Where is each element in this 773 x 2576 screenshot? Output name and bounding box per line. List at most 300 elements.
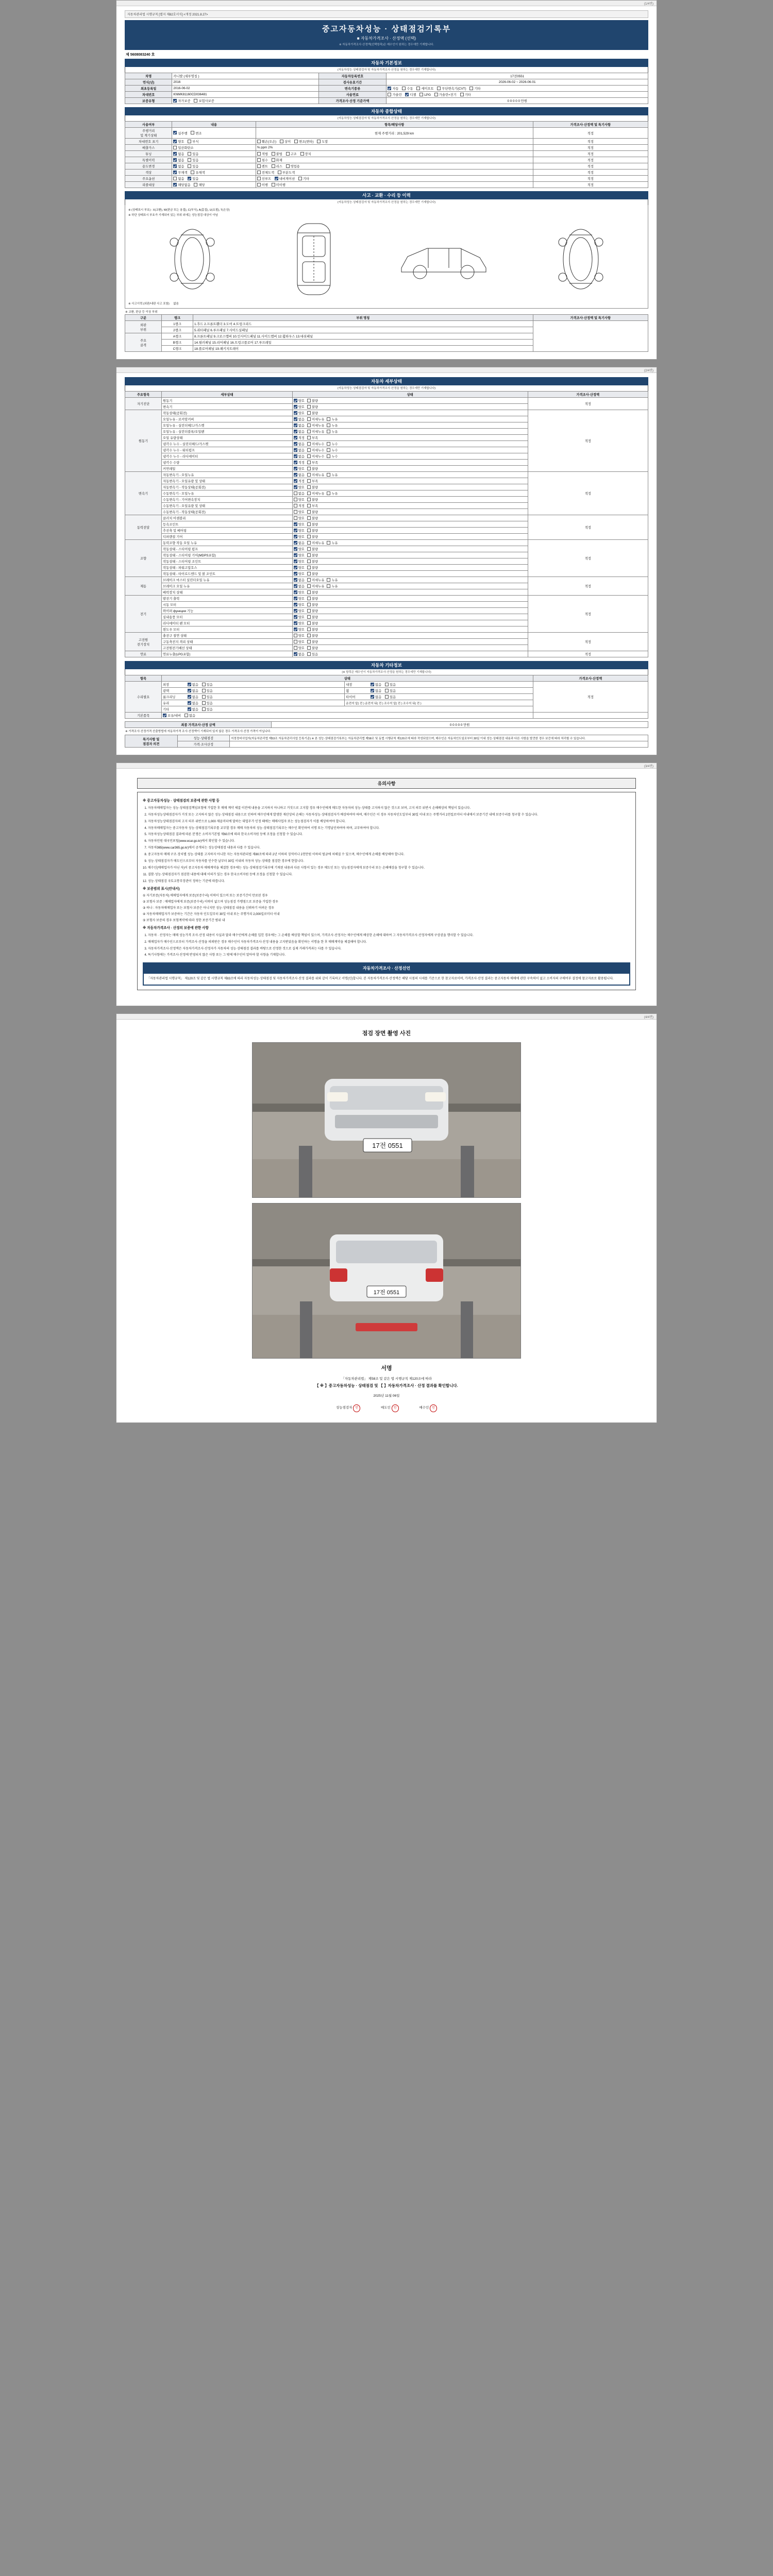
opt-양호[interactable]: 양호 (294, 633, 305, 638)
final-price-note: ※ 가격조사·산정가격 산출방법에 자동차가격 조사·산정액이 기재되어 있지 않은 경우 가격조사·산정 가격이 아닙니다. (125, 730, 271, 733)
opt-polish-none[interactable]: 없음 (188, 688, 198, 693)
others-tire: 타이어 없음 있음 (345, 694, 533, 700)
opt-color-achromatic[interactable]: 무채색 (173, 170, 187, 175)
detail-item-options (292, 521, 528, 528)
opt-미세누유[interactable]: 미세누유 (307, 417, 324, 421)
opt-양호[interactable]: 양호 (294, 411, 305, 415)
opt-fuel-lpg[interactable]: LPG (419, 92, 431, 97)
opt-누유[interactable]: 누유 (327, 417, 338, 421)
notice-item: 12. 성능·상태점검 국토교통부장관이 정하는 기준에 따릅니다. (148, 879, 630, 885)
opt-interior-none[interactable]: 없음 (371, 682, 381, 687)
opt-불량[interactable]: 불량 (307, 528, 318, 533)
detail-group-1: 원동기 (125, 410, 162, 472)
opt-불량[interactable]: 불량 (307, 627, 318, 632)
opt-미세누수[interactable]: 미세누수 (307, 454, 324, 459)
label-year: 연식(년) (125, 79, 172, 86)
opt-양호[interactable]: 양호 (294, 590, 305, 595)
opt-누수[interactable]: 누수 (327, 442, 338, 446)
opt-누유[interactable]: 누유 (327, 429, 338, 434)
opt-emission-co[interactable]: 일산화탄소 (173, 145, 193, 150)
opt-양호[interactable]: 양호 (294, 528, 305, 533)
opt-부족[interactable]: 부족 (307, 460, 318, 465)
opt-usechange-lease[interactable]: 리스 (272, 164, 282, 168)
detail-group-4: 조향 (125, 540, 162, 577)
detail-item-options (292, 422, 528, 429)
row-label-tuning: 튜닝 (125, 151, 172, 157)
opt-불량[interactable]: 불량 (307, 466, 318, 471)
opt-불량[interactable]: 불량 (307, 534, 318, 539)
opt-vin-corrosion[interactable]: 부식 (188, 139, 198, 144)
opt-vin-damaged[interactable]: 훼손(오손) (257, 139, 277, 144)
notice-coverage-item: ③ 하나 : 자동차매매업자 또는 보험사 보증은 아니지만 성능·상태점검 내용을 신뢰하기 어려운 경우 (143, 907, 275, 910)
opt-usechange-rent[interactable]: 렌트 (257, 164, 268, 168)
document-title-note: ※ 자동차가격조사·산정액(선택항목)은 매수인이 원하는 경우에만 기재합니다. (339, 43, 434, 46)
opt-불량[interactable]: 불량 (307, 615, 318, 619)
opt-없음[interactable]: 없음 (294, 578, 305, 582)
opt-불량[interactable]: 불량 (307, 516, 318, 520)
detail-group-5: 제동 (125, 577, 162, 596)
accident-history-label: ※ 사고이력 (외판/내판 사고 포함) (128, 302, 170, 306)
opt-vin-different[interactable]: 상이 (280, 139, 291, 144)
value-fuel (386, 92, 648, 98)
accident-history-row (127, 301, 646, 306)
opt-tuning-none[interactable]: 없음 (173, 151, 184, 156)
opt-누수[interactable]: 누수 (327, 448, 338, 452)
opt-polish-yes[interactable]: 있음 (202, 688, 213, 693)
detail-item-options (292, 410, 528, 416)
detail-item-options (292, 435, 528, 441)
note-emission: 적정 (533, 145, 648, 151)
opt-있음[interactable]: 있음 (307, 652, 318, 656)
detail-group-0: 자기진단 (125, 398, 162, 410)
opt-양호[interactable]: 양호 (294, 615, 305, 619)
opt-wheel-none[interactable]: 없음 (371, 688, 381, 693)
opt-recall-notdone[interactable]: 미이행 (272, 182, 285, 187)
detail-group-3: 동력전달 (125, 515, 162, 540)
col-content: 내용 (172, 122, 256, 128)
opt-없음[interactable]: 없음 (294, 584, 305, 588)
opt-없음[interactable]: 없음 (294, 448, 305, 452)
opt-transmission-semi[interactable]: 세미오토 (416, 86, 433, 91)
opt-미세누유[interactable]: 미세누유 (307, 584, 324, 588)
detail-group-price: 적정 (528, 540, 648, 577)
opt-없음[interactable]: 없음 (294, 417, 305, 421)
detail-col-price: 가격조사·산정액 (528, 392, 648, 398)
detail-item-options (292, 528, 528, 534)
declaration-title: 자동차가격조사 · 산정선언 (144, 963, 629, 973)
opt-tire-none[interactable]: 없음 (371, 694, 381, 699)
opt-미세누유[interactable]: 미세누유 (307, 423, 324, 428)
detail-row (125, 577, 648, 583)
opt-usechange-yes[interactable]: 있음 (188, 164, 198, 168)
row-opts-vin-1 (172, 139, 256, 145)
opt-불량[interactable]: 불량 (307, 646, 318, 650)
accident-history-value: 없음 (173, 302, 179, 306)
opt-fuel-diesel[interactable]: 디젤 (405, 92, 416, 97)
opt-미세누유[interactable]: 미세누유 (307, 429, 324, 434)
row-label-special: 특별이력 (125, 157, 172, 163)
detail-item-options (292, 639, 528, 645)
document-number-row (126, 52, 648, 57)
others-glass: 유리 없음 있음 (162, 700, 345, 706)
detail-item-options (292, 602, 528, 608)
opt-누유[interactable]: 누유 (327, 578, 338, 582)
opt-없음[interactable]: 없음 (294, 472, 305, 477)
opt-options-navigation[interactable]: 내비게이션 (275, 176, 295, 181)
value-first-reg: 2016-06-02 (172, 86, 318, 92)
opt-불량[interactable]: 불량 (307, 497, 318, 502)
opt-양호[interactable]: 양호 (294, 639, 305, 644)
opt-양호[interactable]: 양호 (294, 565, 305, 570)
detail-group-8: 연료 (125, 651, 162, 657)
opt-color-partial-paint[interactable]: 부분도색 (278, 170, 295, 175)
opt-transmission-manual[interactable]: 수동 (402, 86, 413, 91)
opt-적정[interactable]: 적정 (294, 460, 305, 465)
photo-front (252, 1042, 521, 1198)
opt-glass-none[interactable]: 없음 (188, 701, 198, 705)
opt-tuning-device[interactable]: 장치 (300, 151, 311, 156)
opt-불량[interactable]: 불량 (307, 621, 318, 625)
opt-불량[interactable]: 불량 (307, 404, 318, 409)
section-others-note: (※ 항목은 매수인이 자동차가격조사·산정을 원하는 경우에만 기재합니다) (125, 669, 648, 675)
opt-미세누유[interactable]: 미세누유 (307, 491, 324, 496)
opt-불량[interactable]: 불량 (307, 608, 318, 613)
notice-item: 10. 매수인(매매업자가 아닌 자)이 중고자동차 매매계약을 체결한 경우에는 성능·상태점검기록부에 기재된 내용과 다른 사항이 있는 경우 매도인 또는 성능점검자에게 보증수리 또는 손해배상을 청구할 수 있습니다. (148, 866, 630, 871)
value-price-base: 0 0 0 0 0 만원 (386, 98, 648, 104)
opt-부족[interactable]: 부족 (307, 479, 318, 483)
opt-불량[interactable]: 불량 (307, 547, 318, 551)
document-subtitle: ■ 자동차가격조사 · 산정액 (선택) (357, 36, 416, 41)
sheet-4 (116, 1013, 657, 1423)
others-basic-label: 기본품목 (125, 713, 162, 719)
notice-item: 2. 자동차성능상태점검자가 거짓 또는 고지하지 않은 성능·상태점검 내용으로 인하여 매수인에게 발생한 재산상의 손해는 자동차성능·상태점검자가 배상하여야 하며, 매수인은 이 경우 자동차인도일부터 30일 이내 또는 주행거리 2천킬로미터 이내에서 보증기간 내에 보증수리를 청구할 수 있습니다. (148, 813, 630, 818)
opt-적정[interactable]: 적정 (294, 503, 305, 508)
opt-불량[interactable]: 불량 (307, 633, 318, 638)
detail-row (125, 410, 648, 416)
opt-glass-yes[interactable]: 있음 (202, 701, 213, 705)
opt-special-flood[interactable]: 침수 (257, 158, 268, 162)
detail-item-options (292, 558, 528, 565)
opt-불량[interactable]: 불량 (307, 571, 318, 576)
opt-etc-yes[interactable]: 있음 (202, 707, 213, 711)
damage-group-frame: 주요 골격 (125, 333, 162, 352)
detail-item-name: 발전기 출력 (162, 596, 293, 602)
opt-transmission-etc[interactable]: 기타 (469, 86, 480, 91)
note-color: 적정 (533, 170, 648, 176)
opt-없음[interactable]: 없음 (294, 429, 305, 434)
detail-item-options (292, 583, 528, 589)
opt-없음[interactable]: 없음 (294, 540, 305, 545)
row-label-usechange: 용도변경 (125, 163, 172, 170)
notice-price-item: 1. 자동차 · 산정자는 매매 성능가격 조사·산정 내용이 사실과 달라 매수인에게 손해를 입힌 경우에는 그 손해를 배상할 책임이 있으며, 가격조사·산정자는 매수인에게 배상한 손해에 대하여 그 자동차가격조사·산정자에게 구상권을 행사할 수 있습니다. (148, 934, 630, 939)
opt-불량[interactable]: 불량 (307, 522, 318, 527)
car-diagram-top (283, 221, 345, 298)
opt-양호[interactable]: 양호 (294, 596, 305, 601)
detail-item-name: 라디에이터 팬 모터 (162, 620, 293, 626)
opt-미세누수[interactable]: 미세누수 (307, 442, 324, 446)
sheet-3 (116, 762, 657, 1006)
opt-없음[interactable]: 없음 (294, 423, 305, 428)
car-diagram-side (397, 236, 490, 282)
opt-special-none[interactable]: 없음 (173, 158, 184, 162)
opt-불량[interactable]: 불량 (307, 398, 318, 403)
note-special: 적정 (533, 157, 648, 163)
opt-usechange-none[interactable]: 없음 (173, 164, 184, 168)
photo-rear (252, 1203, 521, 1359)
opt-불량[interactable]: 불량 (307, 553, 318, 557)
opt-미세누수[interactable]: 미세누수 (307, 448, 324, 452)
value-emission: % ppm 2% (256, 145, 533, 151)
row-opts-vin-2 (256, 139, 533, 145)
opt-누유[interactable]: 누유 (327, 472, 338, 477)
section-accident-note: (자동차성능·상태점검자 및 자동차가격조사·산정을 원하는 경우에만 기재합니다) (125, 199, 648, 205)
opt-transmission-cvt[interactable]: 무단변속기(CVT) (437, 86, 466, 91)
opt-wheel-yes[interactable]: 있음 (385, 688, 396, 693)
opt-누유[interactable]: 누유 (327, 423, 338, 428)
opt-양호[interactable]: 양호 (294, 547, 305, 551)
opt-etc-none[interactable]: 없음 (188, 707, 198, 711)
detail-item-options (292, 404, 528, 410)
detail-item-options (292, 577, 528, 583)
opt-불량[interactable]: 불량 (307, 485, 318, 489)
opt-양호[interactable]: 양호 (294, 398, 305, 403)
opt-양호[interactable]: 양호 (294, 485, 305, 489)
signature-law-line: 「자동차관리법」 제58조 및 같은 법 시행규칙 제120조에 따라 (341, 1377, 432, 1381)
opt-없음[interactable]: 없음 (294, 442, 305, 446)
opt-미세누유[interactable]: 미세누유 (307, 472, 324, 477)
page-mark-3: (3/4면) (644, 765, 653, 768)
detail-item-name: 등속조인트 (162, 521, 293, 528)
opt-mileage-actual[interactable]: 실주행 (173, 131, 187, 135)
opt-미세누유[interactable]: 미세누유 (307, 540, 324, 545)
opt-불량[interactable]: 불량 (307, 565, 318, 570)
others-price-note: 적정 (533, 682, 648, 713)
opt-불량[interactable]: 불량 (307, 590, 318, 595)
section-accident-header: 사고 · 교환 · 수리 등 이력 (125, 191, 648, 199)
page-mark-4: (4/4면) (644, 1016, 653, 1020)
opt-special-fire[interactable]: 화재 (272, 158, 282, 162)
others-exterior: 외장 없음 있음 (162, 682, 345, 688)
opt-vin-erased[interactable]: 도말 (317, 139, 328, 144)
opt-interior-yes[interactable]: 있음 (385, 682, 396, 687)
opt-양호[interactable]: 양호 (294, 602, 305, 607)
remarks-row2-value (230, 741, 648, 748)
detail-item-name: 배력장치 상태 (162, 589, 293, 596)
opt-미세누유[interactable]: 미세누유 (307, 578, 324, 582)
opt-recall-done[interactable]: 이행 (257, 182, 268, 187)
detail-item-name: 충전구 절연 상태 (162, 633, 293, 639)
damage-group-outer: 외판 부위 (125, 321, 162, 333)
opt-양호[interactable]: 양호 (294, 497, 305, 502)
opt-양호[interactable]: 양호 (294, 553, 305, 557)
row-label-recall: 리콜대상 (125, 182, 172, 188)
opt-mileage-altered[interactable]: 변조 (191, 131, 201, 135)
opt-options-etc[interactable]: 기타 (298, 176, 309, 181)
opt-누유[interactable]: 누유 (327, 491, 338, 496)
detail-item-name: 오일 유량상태 (162, 435, 293, 441)
opt-exterior-none[interactable]: 없음 (188, 682, 198, 687)
opt-transmission-auto[interactable]: 자동 (388, 86, 398, 91)
col-price-note: 가격조사·산정액 및 특기사항 (533, 122, 648, 128)
damage-rank-2: 2랭크 (162, 327, 193, 333)
opt-양호[interactable]: 양호 (294, 621, 305, 625)
detail-group-price: 적정 (528, 410, 648, 472)
opt-불량[interactable]: 불량 (307, 510, 318, 514)
opt-부족[interactable]: 부족 (307, 503, 318, 508)
detail-row (125, 596, 648, 602)
remarks-table (125, 735, 648, 748)
opt-vin-ok[interactable]: 양호 (173, 139, 184, 144)
opt-불량[interactable]: 불량 (307, 596, 318, 601)
notice-item: 6. 자동차민원 대국민포털(www.ecar.go.kr)에서 확인할 수 있습니다. (148, 839, 630, 844)
opt-적정[interactable]: 적정 (294, 479, 305, 483)
opt-불량[interactable]: 불량 (307, 639, 318, 644)
opt-special-yes[interactable]: 있음 (188, 158, 198, 162)
opt-양호[interactable]: 양호 (294, 534, 305, 539)
detail-item-options (292, 645, 528, 651)
opt-basic-none[interactable]: 없음 (184, 713, 195, 718)
remarks-row1-value: 지정정비사업자(자동차관리법 제53조 자동차관리사업 등록기준) ※ 본 성능·상태점검기록부는 자동차관리법 제58조 및 동법 시행규칙 제120조에 따라 작성되었으며, 매수인은 자동차인도일로부터 30일 이내 성능·상태점검 내용과 다른 사항을 발견한 경우 보증에 따라 처리할 수 있습니다. (230, 735, 648, 741)
opt-options-yes[interactable]: 있음 (188, 176, 198, 181)
opt-불량[interactable]: 불량 (307, 559, 318, 564)
opt-recall-yes[interactable]: 해당 (194, 182, 205, 187)
opt-양호[interactable]: 양호 (294, 627, 305, 632)
opt-누수[interactable]: 누수 (327, 454, 338, 459)
notice-heading-2: ※ 보증범위 표시(안내서) (143, 887, 180, 891)
final-price-digits (272, 722, 648, 728)
damage-rank-a: A랭크 (162, 333, 193, 340)
opt-fuel-gasoline[interactable]: 가솔린 (388, 92, 401, 97)
signature-inspector[interactable]: 성능점검자 인 (336, 1404, 360, 1412)
detail-item-name: 시동 모터 (162, 602, 293, 608)
detail-item-options (292, 447, 528, 453)
opt-양호[interactable]: 양호 (294, 466, 305, 471)
detail-item-options (292, 478, 528, 484)
detail-col-state: 상태 (292, 392, 528, 398)
opt-양호[interactable]: 양호 (294, 510, 305, 514)
detail-row (125, 398, 648, 404)
row-label-vin-mark: 차대번호 표기 (125, 139, 172, 145)
section-overall-note: (자동차성능·상태점검자 및 자동차가격조사·산정을 원하는 경우에만 기재합니다) (125, 115, 648, 121)
opt-tire-yes[interactable]: 있음 (385, 694, 396, 699)
final-price-unit: 만원 (463, 723, 470, 727)
detail-row (125, 472, 648, 478)
opt-vin-altered[interactable]: 변조(변타) (294, 139, 314, 144)
row-opts-recall-2 (256, 182, 533, 188)
detail-item-options (292, 540, 528, 546)
opt-fuel-etc[interactable]: 기타 (460, 92, 471, 97)
opt-tuning-legal[interactable]: 적법 (257, 151, 268, 156)
detail-item-name: 디퍼렌셜 기어 (162, 534, 293, 540)
detail-item-options (292, 589, 528, 596)
notice-coverage-item: ② 보험사 보증 : 매매업자에게 보증(보증수리) 이력이 없으며 성능점검 가맹점으로 보증을 가입한 경우 (143, 901, 278, 904)
opt-양호[interactable]: 양호 (294, 559, 305, 564)
opt-options-sunroof[interactable]: 선루프 (257, 176, 271, 181)
opt-양호[interactable]: 양호 (294, 571, 305, 576)
opt-양호[interactable]: 양호 (294, 404, 305, 409)
opt-basic-have[interactable]: 보유/내비 (163, 713, 181, 718)
damage-col-type: 구분 (125, 315, 162, 321)
detail-item-options (292, 466, 528, 472)
car-diagram-front-left (154, 226, 231, 293)
detail-item-options (292, 633, 528, 639)
detail-item-name: 냉각수 수량 (162, 460, 293, 466)
opt-없음[interactable]: 없음 (294, 652, 305, 656)
opt-불량[interactable]: 불량 (307, 411, 318, 415)
damage-parts-rankc: 18.플로어패널 19.패키지트레이 (193, 346, 533, 352)
signature-owner[interactable]: 매도인 인 (381, 1404, 398, 1412)
label-first-reg: 최초등록일 (125, 86, 172, 92)
opt-usechange-business[interactable]: 영업용 (286, 164, 300, 168)
opt-warranty-insurance[interactable]: 보험사보증 (194, 98, 214, 103)
opt-tuning-structure[interactable]: 구조 (286, 151, 297, 156)
label-fuel: 사용연료 (318, 92, 386, 98)
opt-불량[interactable]: 불량 (307, 602, 318, 607)
document-number-suffix: 호 (151, 53, 155, 57)
label-warranty: 보증유형 (125, 98, 172, 104)
detail-item-options (292, 416, 528, 422)
page-mark-2: (2/4면) (644, 369, 653, 372)
opt-tuning-illegal[interactable]: 불법 (272, 151, 282, 156)
opt-tuning-yes[interactable]: 있음 (188, 151, 198, 156)
value-warranty (172, 98, 318, 104)
opt-roomclean-none[interactable]: 없음 (188, 694, 198, 699)
detail-item-name: 오일누유 - 로커암커버 (162, 416, 293, 422)
row-opts-color-2 (256, 170, 533, 176)
opt-양호[interactable]: 양호 (294, 522, 305, 527)
detail-item-options (292, 515, 528, 521)
notice-coverage-item: ④ 자동차매매업자가 보증하는 기간은 자동차 인도일부터 30일 이내 또는 주행거리 2,000킬로미터 이내 (143, 913, 280, 917)
damage-note-cell (533, 321, 648, 352)
opt-color-full-paint[interactable]: 전체도색 (257, 170, 274, 175)
row-opts-special-2 (256, 157, 533, 163)
value-year: 2016 (172, 79, 318, 86)
label-car-name: 차명 (125, 73, 172, 79)
detail-group-price: 적정 (528, 651, 648, 657)
opt-부족[interactable]: 부족 (307, 435, 318, 440)
detail-group-price: 적정 (528, 596, 648, 633)
opt-roomclean-yes[interactable]: 있음 (202, 694, 213, 699)
opt-options-none[interactable]: 없음 (173, 176, 184, 181)
opt-recall-na[interactable]: 해당없음 (173, 182, 190, 187)
opt-누유[interactable]: 누유 (327, 540, 338, 545)
opt-fuel-hybrid[interactable]: 가솔린+전기 (434, 92, 457, 97)
signature-buyer[interactable]: 매수인 인 (419, 1404, 437, 1412)
damage-parts-table (125, 314, 648, 352)
note-usechange: 적정 (533, 163, 648, 170)
detail-item-options (292, 509, 528, 515)
damage-col-name: 부위 명칭 (193, 315, 533, 321)
opt-없음[interactable]: 없음 (294, 454, 305, 459)
declaration-body: 「자동차관리법 시행규칙」 제120조 및 같은 법 시행규칙 제83조에 따라 자동차성능·상태점검 및 자동차가격조사·산정 결과를 위와 같이 기록하고 서명(인)합니다. 본 자동차가격조사·산정액은 해당 시점의 시세를 기준으로 한 참고자료이며, 가격조사·산정 결과는 중고자동차 매매에 관한 구속력이 없고 소비자의 구매여부 결정에 참고자료로 활용됩니다. (147, 977, 614, 980)
opt-양호[interactable]: 양호 (294, 608, 305, 613)
detail-item-name: 냉각수 누수 - 실린더헤드/가스켓 (162, 441, 293, 447)
opt-exterior-yes[interactable]: 있음 (202, 682, 213, 687)
notice-list-coverage (143, 894, 630, 923)
row-opts-special-1 (172, 157, 256, 163)
opt-누유[interactable]: 누유 (327, 584, 338, 588)
opt-warranty-self[interactable]: 자가보증 (173, 98, 190, 103)
detail-table-body (125, 398, 648, 657)
section-others-header: 자동차 기타정보 (125, 661, 648, 669)
opt-양호[interactable]: 양호 (294, 516, 305, 520)
detail-item-options (292, 460, 528, 466)
opt-color-chromatic[interactable]: 유채색 (191, 170, 205, 175)
opt-없음[interactable]: 없음 (294, 491, 305, 496)
opt-양호[interactable]: 양호 (294, 646, 305, 650)
opt-적정[interactable]: 적정 (294, 435, 305, 440)
sheet-1 (116, 0, 657, 360)
